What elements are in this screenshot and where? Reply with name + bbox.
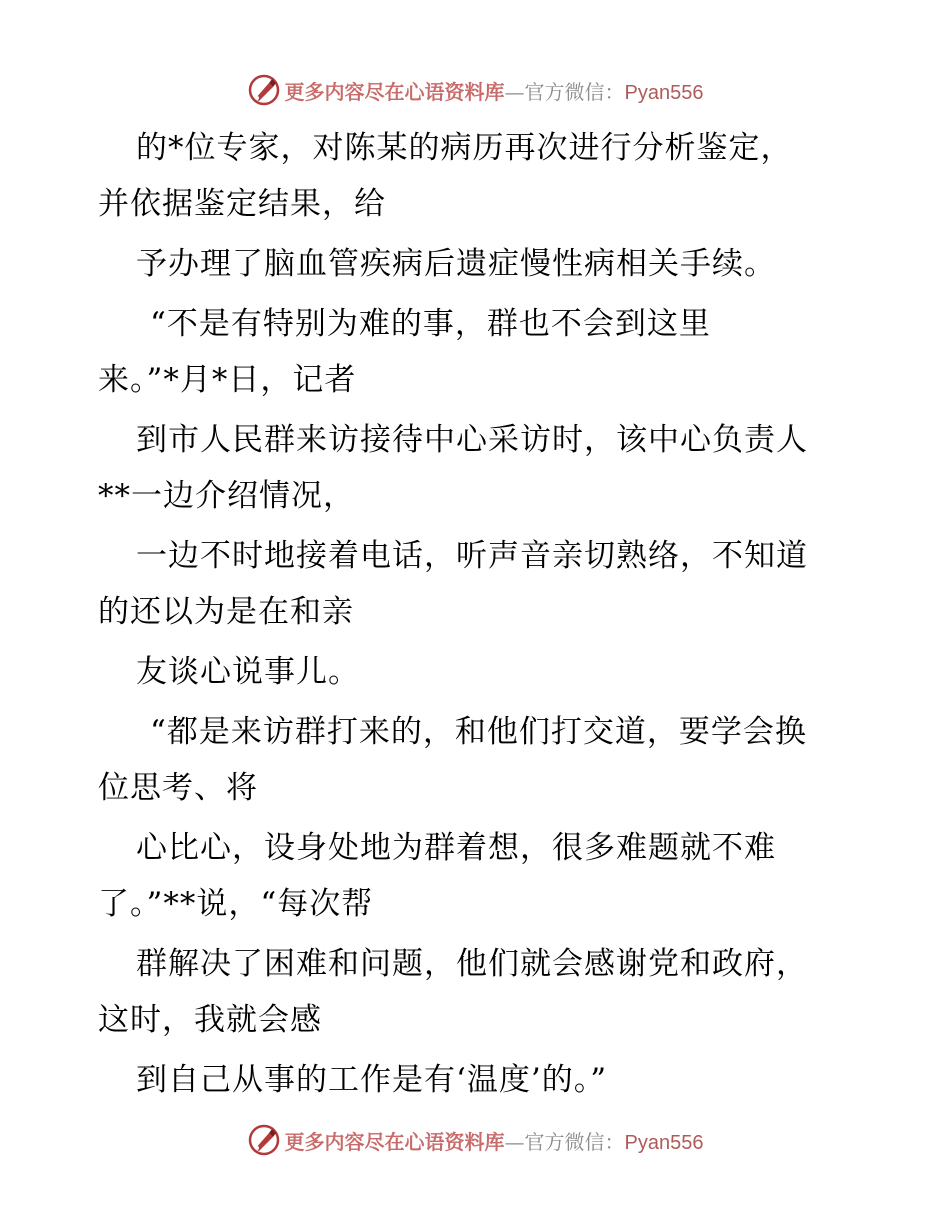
- text-line-12: 位思考、将: [98, 770, 258, 806]
- text-line-11: “都是来访群打来的，和他们打交道，要学会换: [150, 714, 807, 750]
- watermark-wechat-label: 官方微信：: [524, 79, 625, 104]
- text-line-16: 这时，我就会感: [98, 1002, 322, 1038]
- text-line-1: 的*位专家，对陈某的病历再次进行分析鉴定，: [136, 130, 793, 166]
- text-line-9: 的还以为是在和亲: [98, 594, 354, 630]
- watermark-wechat-label: 官方微信：: [524, 1129, 625, 1154]
- text-line-4: “不是有特别为难的事，群也不会到这里: [150, 306, 711, 342]
- text-line-5: 来。”*月*日，记者: [98, 362, 357, 398]
- text-line-2: 并依据鉴定结果，给: [98, 186, 386, 222]
- text-line-8: 一边不时地接着电话，听声音亲切熟络，不知道: [136, 538, 808, 574]
- watermark-text: [285, 76, 704, 105]
- text-line-7: **一边介绍情况，: [98, 478, 355, 514]
- footer-watermark: [0, 1120, 950, 1160]
- text-line-14: 了。”**说，“每次帮: [98, 886, 374, 922]
- text-line-17: 到自己从事的工作是有‘温度’的。”: [136, 1062, 608, 1098]
- watermark-dash: —: [504, 1129, 525, 1154]
- text-line-6: 到市人民群来访接待中心采访时，该中心负责人: [136, 422, 808, 458]
- text-line-15: 群解决了困难和问题，他们就会感谢党和政府，: [136, 946, 808, 982]
- watermark-text: [285, 1126, 704, 1155]
- text-line-3: 予办理了脑血管疾病后遗症慢性病相关手续。: [136, 246, 776, 282]
- watermark-dash: —: [504, 79, 525, 104]
- pen-logo-icon: [247, 1123, 281, 1157]
- watermark-brand: 更多内容尽在心语资料库: [284, 79, 505, 104]
- pen-logo-icon: [247, 73, 281, 107]
- watermark-wechat-id: Pyan556: [624, 81, 704, 104]
- watermark-wechat-id: Pyan556: [624, 1131, 704, 1154]
- text-line-13: 心比心，设身处地为群着想，很多难题就不难: [136, 830, 776, 866]
- header-watermark: [0, 70, 950, 110]
- watermark-brand: 更多内容尽在心语资料库: [284, 1129, 505, 1154]
- text-line-10: 友谈心说事儿。: [136, 654, 360, 690]
